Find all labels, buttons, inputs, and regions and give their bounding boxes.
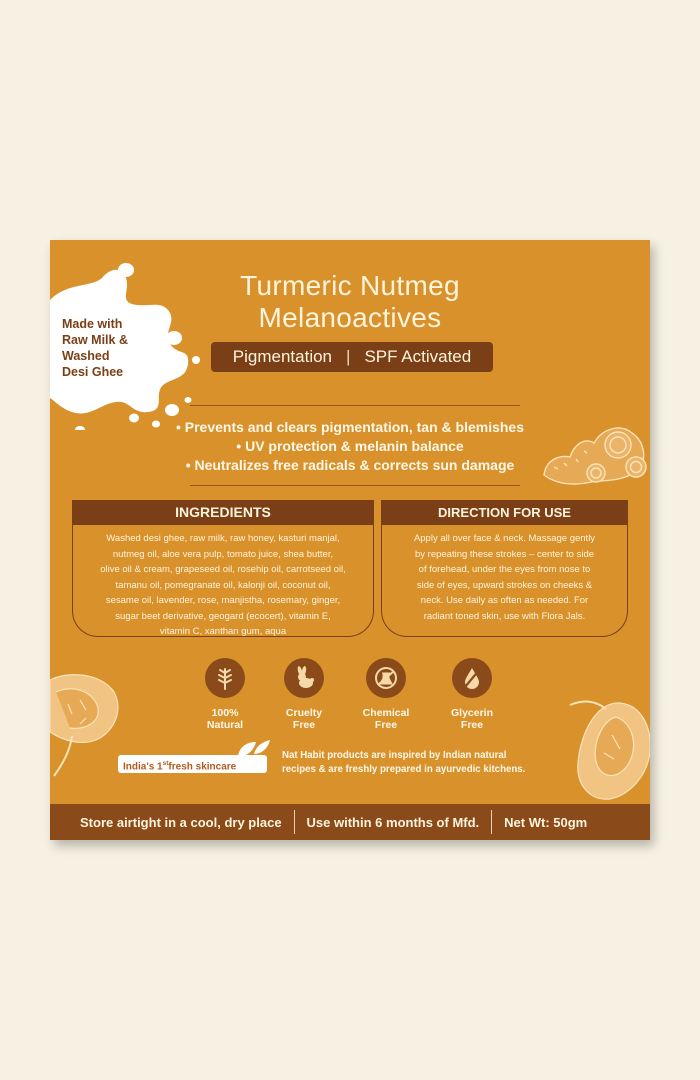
ginger-turmeric-icon bbox=[540, 415, 650, 490]
nat-habit-text bbox=[282, 749, 572, 777]
ingredients-line: sugar beet derivative, geogard (ecocert), vitamin E, bbox=[115, 610, 331, 622]
footer-divider bbox=[491, 810, 492, 834]
ingredients-line: tamanu oil, pomegranate oil, kalonji oil, coconut oil, bbox=[115, 579, 331, 591]
nutmeg-right-icon bbox=[560, 695, 650, 810]
directions-text bbox=[382, 525, 627, 624]
net-weight: Net Wt: 50gm bbox=[504, 814, 588, 830]
benefit-item: • UV protection & melanin balance bbox=[236, 438, 464, 454]
badge-caption: Free bbox=[292, 719, 316, 731]
fresh-tag-post: fresh skincare bbox=[168, 761, 237, 773]
no-chemical-icon bbox=[373, 665, 399, 691]
expiry-note: Use within 6 months of Mfd. bbox=[306, 814, 480, 830]
directions-line: of forehead, under the eyes from nose to bbox=[418, 564, 591, 575]
rabbit-icon bbox=[291, 665, 317, 691]
badge-caption: Free bbox=[374, 719, 398, 731]
product-label bbox=[50, 240, 650, 840]
footer-divider bbox=[294, 810, 295, 834]
nutmeg-left-icon bbox=[50, 670, 125, 780]
badge-glycerin-free bbox=[437, 658, 507, 731]
tag-divider: | bbox=[346, 347, 351, 366]
benefit-item: • Prevents and clears pigmentation, tan & blemishes bbox=[175, 419, 524, 435]
splash-line: Raw Milk & bbox=[62, 333, 128, 347]
directions-heading: DIRECTION FOR USE bbox=[382, 500, 627, 525]
nat-habit-line: Nat Habit products are inspired by Indian natural bbox=[282, 750, 507, 761]
badge-caption: 100% bbox=[211, 707, 239, 719]
fresh-tag-pre: India's 1 bbox=[123, 761, 163, 773]
ingredients-box bbox=[72, 500, 374, 637]
ingredients-text bbox=[73, 525, 373, 640]
ingredients-line: nutmeg oil, aloe vera pulp, tomato juice, shea butter, bbox=[112, 548, 334, 560]
ingredients-line: vitamin C, xanthan gum, aqua bbox=[159, 626, 287, 637]
badge-caption: Cruelty bbox=[285, 707, 323, 719]
splash-text bbox=[62, 316, 172, 380]
nat-habit-line: recipes & are freshly prepared in ayurvedic kitchens. bbox=[282, 764, 526, 775]
benefits-list bbox=[140, 418, 560, 475]
splash-line: Made with bbox=[62, 317, 123, 331]
directions-line: side of eyes, upward strokes on cheeks & bbox=[416, 579, 593, 591]
badge-chemical-free bbox=[351, 658, 421, 731]
badge-caption: Glycerin bbox=[450, 707, 494, 719]
directions-line: Apply all over face & neck. Massage gently bbox=[413, 533, 596, 544]
badge-natural bbox=[190, 658, 260, 731]
fresh-tag-sup: st bbox=[162, 760, 169, 767]
footer-bar bbox=[50, 804, 650, 840]
ingredients-line: Washed desi ghee, raw milk, raw honey, kasturi manjal, bbox=[106, 533, 340, 544]
badge-caption: Chemical bbox=[362, 707, 410, 719]
splash-line: Desi Ghee bbox=[62, 365, 124, 379]
directions-line: by repeating these strokes – center to side bbox=[414, 548, 595, 560]
storage-note: Store airtight in a cool, dry place bbox=[80, 814, 282, 830]
directions-line: neck. Use daily as often as needed. For bbox=[420, 595, 589, 606]
benefit-item: • Neutralizes free radicals & corrects sun damage bbox=[185, 457, 515, 473]
ingredients-heading: INGREDIENTS bbox=[73, 500, 373, 525]
tag-pigmentation: Pigmentation bbox=[232, 347, 333, 366]
tag-pill bbox=[211, 342, 493, 372]
directions-line: radiant toned skin, use with Flora Jals. bbox=[423, 610, 586, 622]
tag-spf: SPF Activated bbox=[364, 347, 472, 366]
splash-line: Washed bbox=[62, 349, 110, 363]
badge-caption: Natural bbox=[206, 719, 244, 731]
badge-cruelty-free bbox=[269, 658, 339, 731]
leaf-icon bbox=[232, 738, 272, 760]
divider-top bbox=[190, 405, 520, 406]
no-glycerin-icon bbox=[459, 665, 485, 691]
product-title-line: Turmeric Nutmeg bbox=[240, 270, 460, 301]
badge-caption: Free bbox=[460, 719, 484, 731]
divider-bottom bbox=[190, 485, 520, 486]
product-title-line: Melanoactives bbox=[258, 302, 442, 333]
wheat-icon bbox=[213, 665, 237, 691]
directions-box bbox=[381, 500, 628, 637]
ingredients-line: olive oil & cream, grapeseed oil, rosehip oil, carrotseed oil, bbox=[100, 564, 346, 575]
ingredients-line: sesame oil, lavender, rose, manjistha, rosemary, ginger, bbox=[105, 595, 341, 606]
